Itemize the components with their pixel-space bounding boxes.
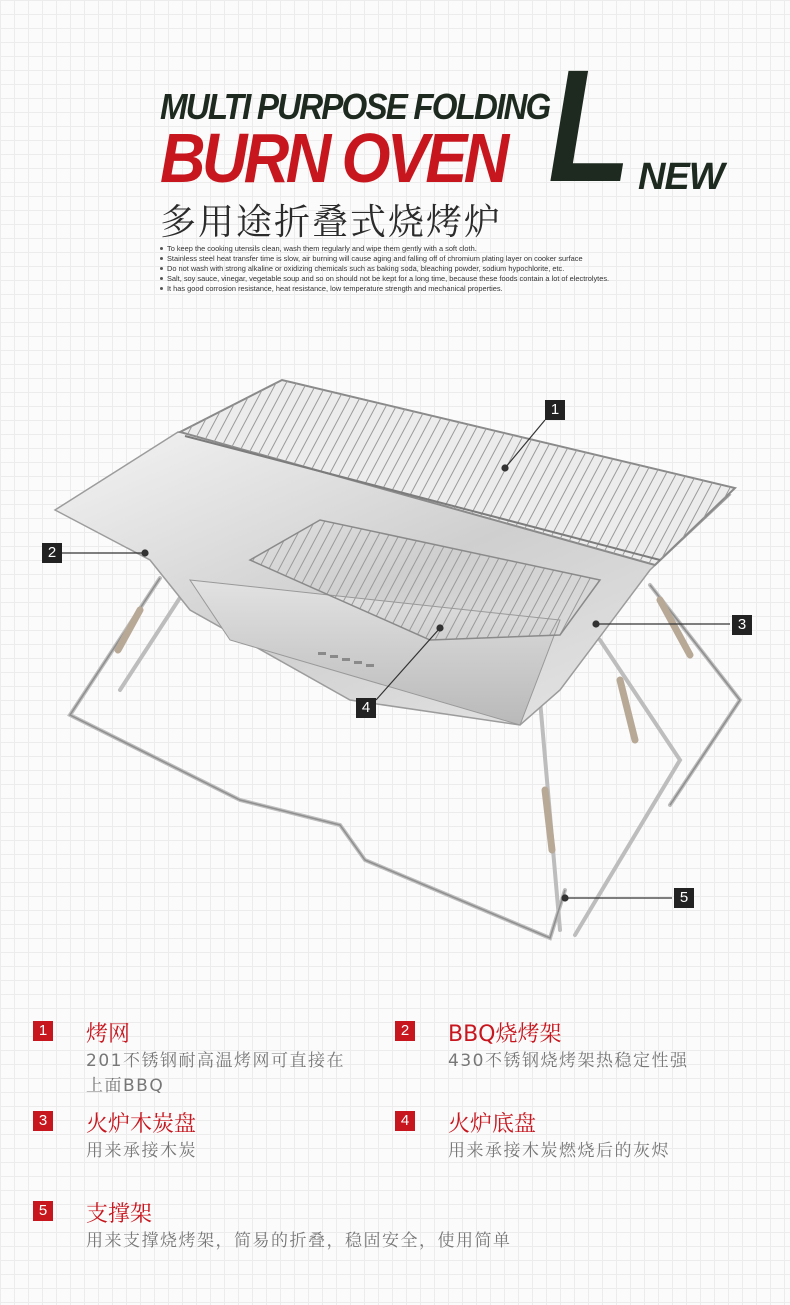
callout-2: 2 bbox=[42, 543, 62, 563]
bullet-icon bbox=[160, 277, 163, 280]
bullet-icon bbox=[160, 287, 163, 290]
headline-burn-oven: BURN OVEN bbox=[160, 119, 506, 197]
callout-1: 1 bbox=[545, 400, 565, 420]
feature-number: 4 bbox=[395, 1111, 415, 1131]
chinese-title: 多用途折叠式烧烤炉 bbox=[160, 202, 503, 243]
feature-number: 5 bbox=[33, 1201, 53, 1221]
feature-desc: 201不锈钢耐高温烤网可直接在 bbox=[86, 1051, 345, 1071]
feature-title: 火炉木炭盘 bbox=[86, 1112, 197, 1137]
feature-number: 3 bbox=[33, 1111, 53, 1131]
feature-desc: 430不锈钢烧烤架热稳定性强 bbox=[448, 1051, 689, 1071]
feature-desc: 用来承接木炭燃烧后的灰烬 bbox=[448, 1141, 670, 1161]
feature-desc: 用来承接木炭 bbox=[86, 1141, 197, 1161]
feature-title: 支撑架 bbox=[86, 1202, 153, 1227]
note-item: Salt, soy sauce, vinegar, vegetable soup and so on should not be kept for a long time, because these foods contain a lot of electrolytes. bbox=[160, 274, 680, 284]
note-item: Do not wash with strong alkaline or oxidizing chemicals such as baking soda, bleaching powder, sodium hypochlorite, etc. bbox=[160, 264, 680, 274]
note-item: To keep the cooking utensils clean, wash them regularly and wipe them gently with a soft cloth. bbox=[160, 244, 680, 254]
care-notes-list bbox=[160, 244, 680, 294]
headline-big-letter: L bbox=[548, 36, 632, 215]
callout-3: 3 bbox=[732, 615, 752, 635]
grill-illustration bbox=[0, 330, 790, 990]
bullet-icon bbox=[160, 267, 163, 270]
feature-title: 烤网 bbox=[86, 1022, 131, 1047]
note-item: It has good corrosion resistance, heat resistance, low temperature strength and mechanical properties. bbox=[160, 284, 680, 294]
note-item: Stainless steel heat transfer time is slow, air burning will cause aging and falling off of chromium plating layer on cooker surface bbox=[160, 254, 680, 264]
feature-title: BBQ烧烤架 bbox=[448, 1022, 562, 1047]
callout-5: 5 bbox=[674, 888, 694, 908]
feature-number: 2 bbox=[395, 1021, 415, 1041]
feature-number: 1 bbox=[33, 1021, 53, 1041]
callout-4: 4 bbox=[356, 698, 376, 718]
feature-desc-line2: 上面BBQ bbox=[86, 1076, 165, 1096]
headline-multi-purpose: MULTI PURPOSE FOLDING bbox=[160, 86, 550, 127]
new-label: NEW bbox=[638, 156, 724, 198]
feature-desc: 用来支撑烧烤架，简易的折叠，稳固安全，使用简单 bbox=[86, 1231, 512, 1251]
feature-title: 火炉底盘 bbox=[448, 1112, 537, 1137]
bullet-icon bbox=[160, 247, 163, 250]
bullet-icon bbox=[160, 257, 163, 260]
